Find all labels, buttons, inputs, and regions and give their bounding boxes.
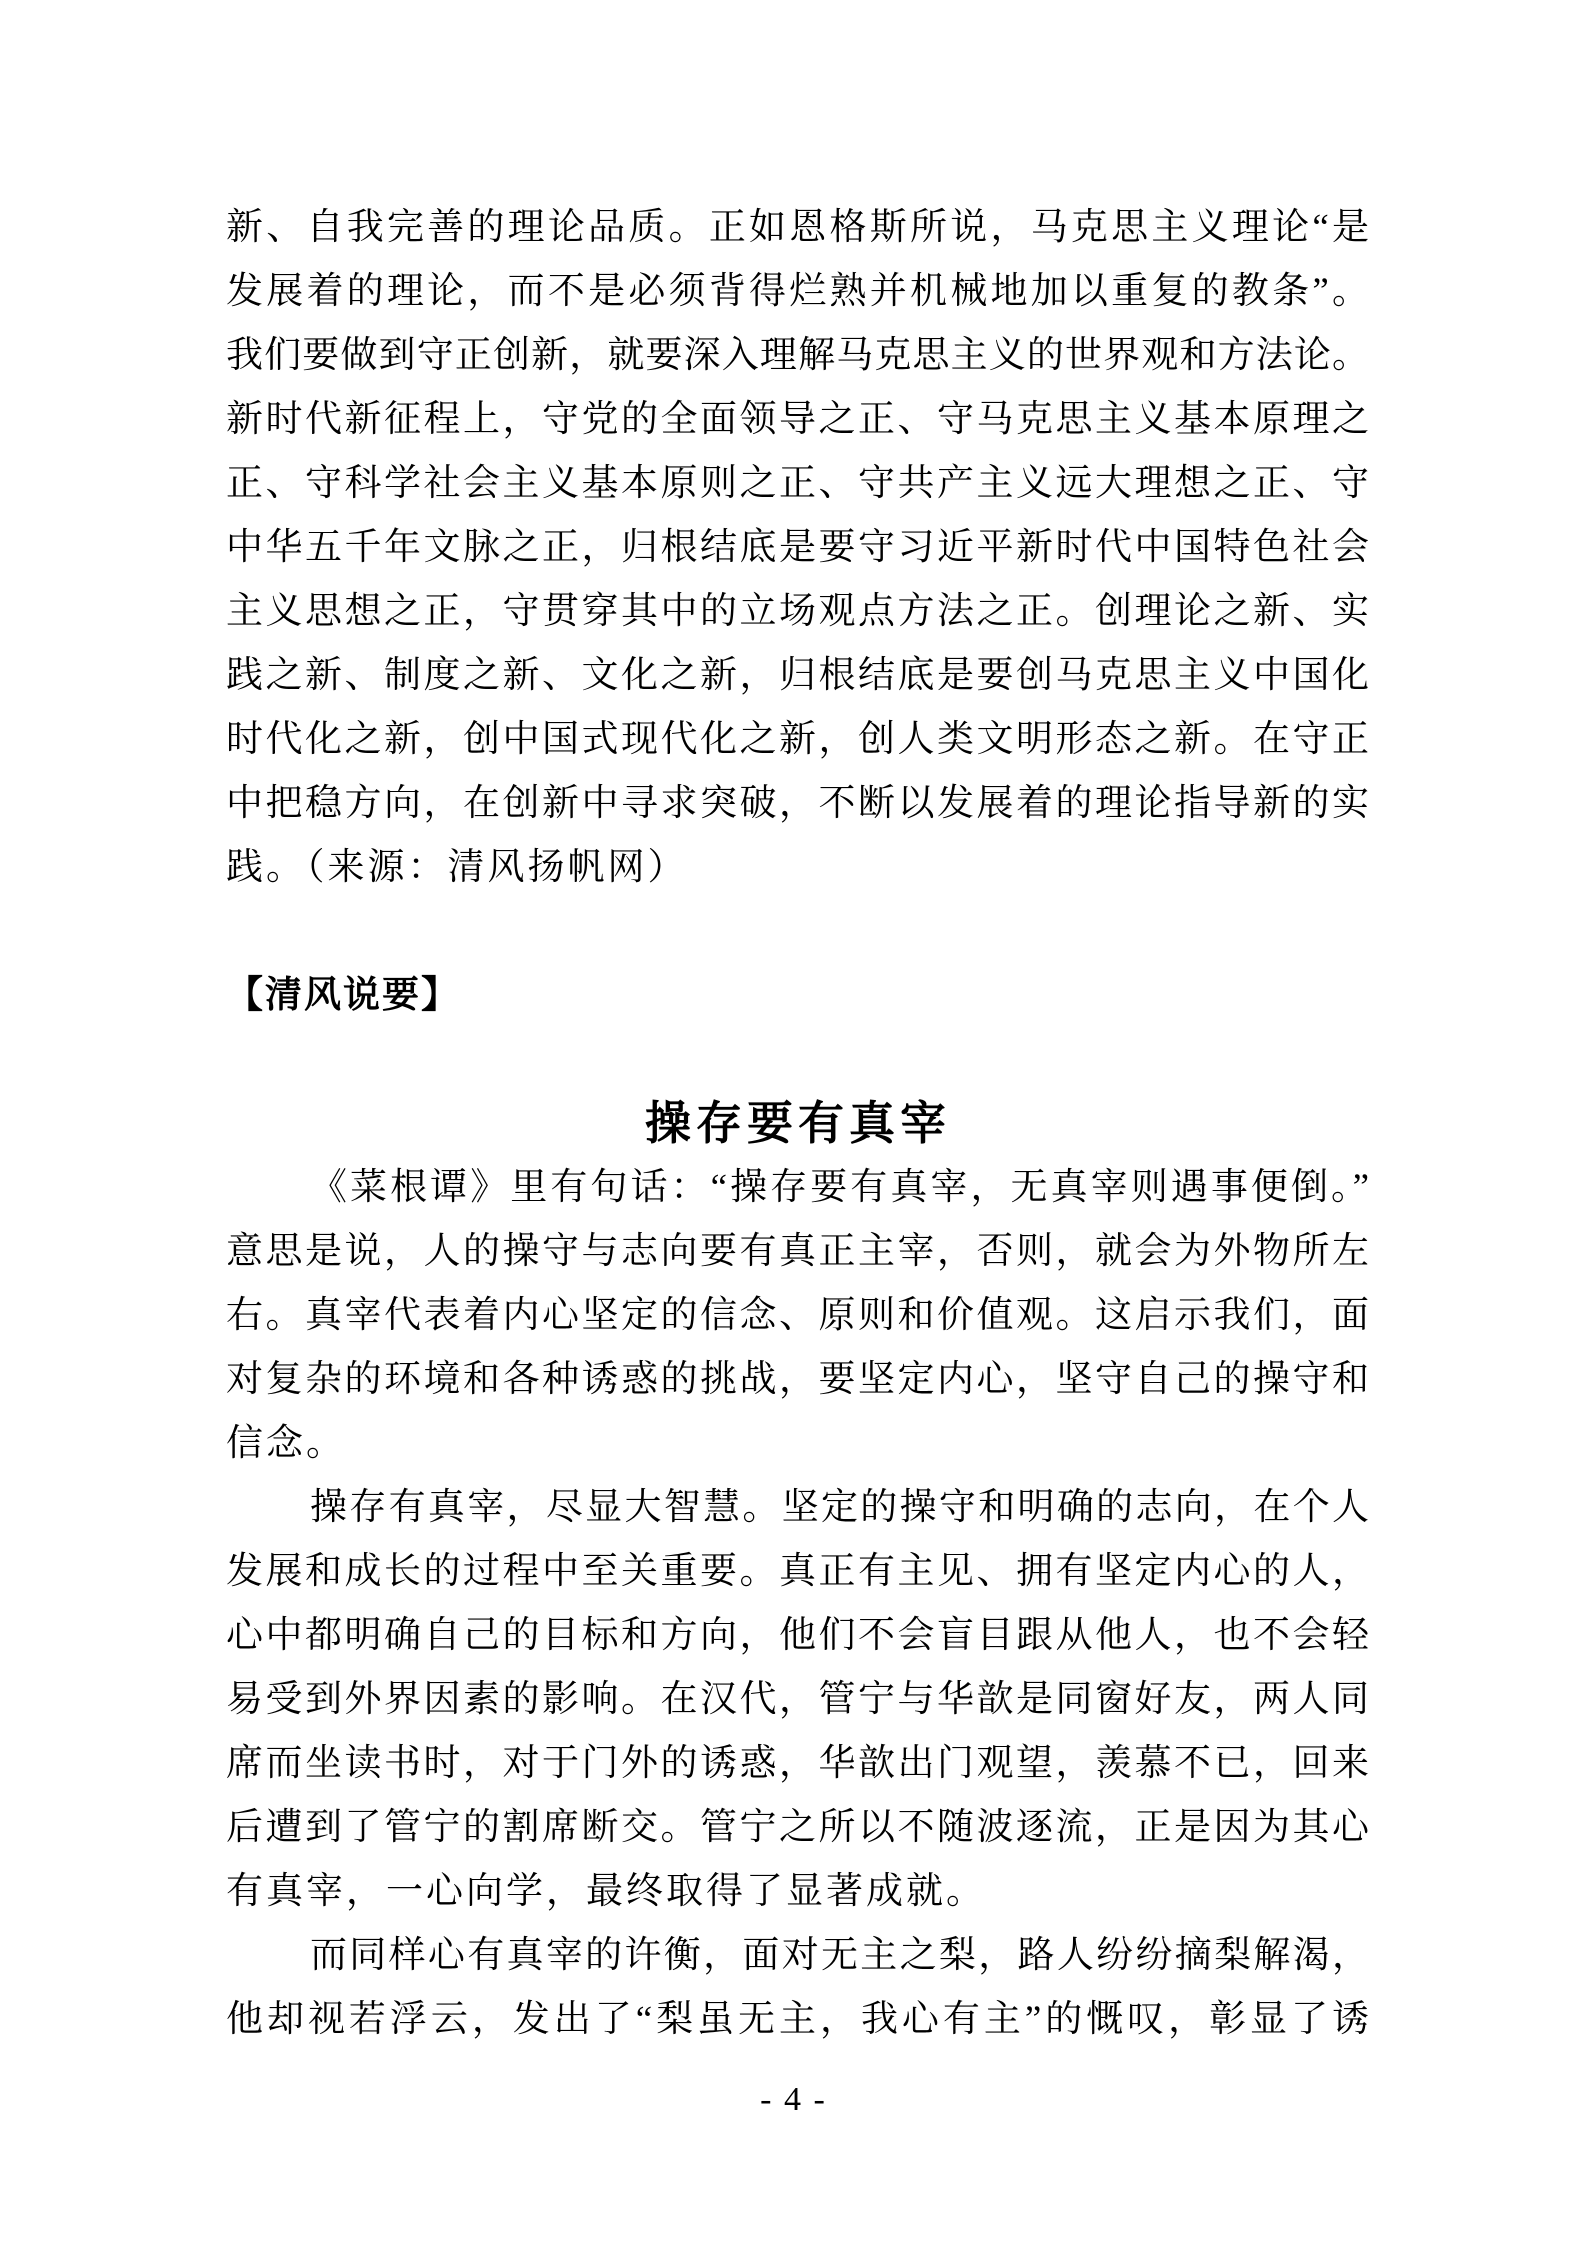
text-line: 新时代新征程上，守党的全面领导之正、守马克思主义基本原理之 — [226, 399, 1370, 440]
text-block — [226, 196, 1370, 2052]
text-line: 心中都明确自己的目标和方向，他们不会盲目跟从他人，也不会轻 — [226, 1615, 1370, 1656]
text-line: 意思是说，人的操守与志向要有真正主宰，否则，就会为外物所左 — [226, 1231, 1370, 1272]
blank-line — [226, 900, 1370, 964]
text-line: 践之新、制度之新、文化之新，归根结底是要创马克思主义中国化 — [226, 655, 1370, 696]
text-line: 主义思想之正，守贯穿其中的立场观点方法之正。创理论之新、实 — [226, 591, 1370, 632]
text-line: 信念。 — [226, 1423, 346, 1464]
text-line: 中华五千年文脉之正，归根结底是要守习近平新时代中国特色社会 — [226, 527, 1370, 568]
text-line: 易受到外界因素的影响。在汉代，管宁与华歆是同窗好友，两人同 — [226, 1679, 1370, 1720]
text-line: 有真宰，一心向学，最终取得了显著成就。 — [226, 1871, 986, 1912]
text-line: 中把稳方向，在创新中寻求突破，不断以发展着的理论指导新的实 — [226, 783, 1370, 824]
text-line: 对复杂的环境和各种诱惑的挑战，要坚定内心，坚守自己的操守和 — [226, 1359, 1370, 1400]
text-line: 正、守科学社会主义基本原则之正、守共产主义远大理想之正、守 — [226, 463, 1370, 504]
text-line: 《菜根谭》里有句话：“操存要有真宰，无真宰则遇事便倒。” — [310, 1167, 1370, 1208]
text-line: 操存有真宰，尽显大智慧。坚定的操守和明确的志向，在个人 — [310, 1487, 1370, 1528]
text-line: 践。（来源：清风扬帆网） — [226, 847, 688, 888]
text-line: 新、自我完善的理论品质。正如恩格斯所说，马克思主义理论“是 — [226, 207, 1370, 248]
article-title: 操存要有真宰 — [645, 1098, 951, 1149]
text-line: 席而坐读书时，对于门外的诱惑，华歆出门观望，羡慕不已，回来 — [226, 1743, 1370, 1784]
text-line: 发展着的理论，而不是必须背得烂熟并机械地加以重复的教条”。 — [226, 271, 1370, 312]
text-line: 时代化之新，创中国式现代化之新，创人类文明形态之新。在守正 — [226, 719, 1370, 760]
text-line: 我们要做到守正创新，就要深入理解马克思主义的世界观和方法论。 — [226, 335, 1370, 376]
blank-line — [226, 1028, 1370, 1092]
text-line: 而同样心有真宰的许衡，面对无主之梨，路人纷纷摘梨解渴， — [310, 1935, 1370, 1976]
text-line: 发展和成长的过程中至关重要。真正有主见、拥有坚定内心的人， — [226, 1551, 1370, 1592]
page-number: - 4 - — [760, 2081, 827, 2118]
section-heading: 【清风说要】 — [226, 975, 460, 1016]
text-line: 他却视若浮云，发出了“梨虽无主，我心有主”的慨叹，彰显了诱 — [226, 1999, 1370, 2040]
text-line: 后遭到了管宁的割席断交。管宁之所以不随波逐流，正是因为其心 — [226, 1807, 1370, 1848]
text-line: 右。真宰代表着内心坚定的信念、原则和价值观。这启示我们，面 — [226, 1295, 1370, 1336]
